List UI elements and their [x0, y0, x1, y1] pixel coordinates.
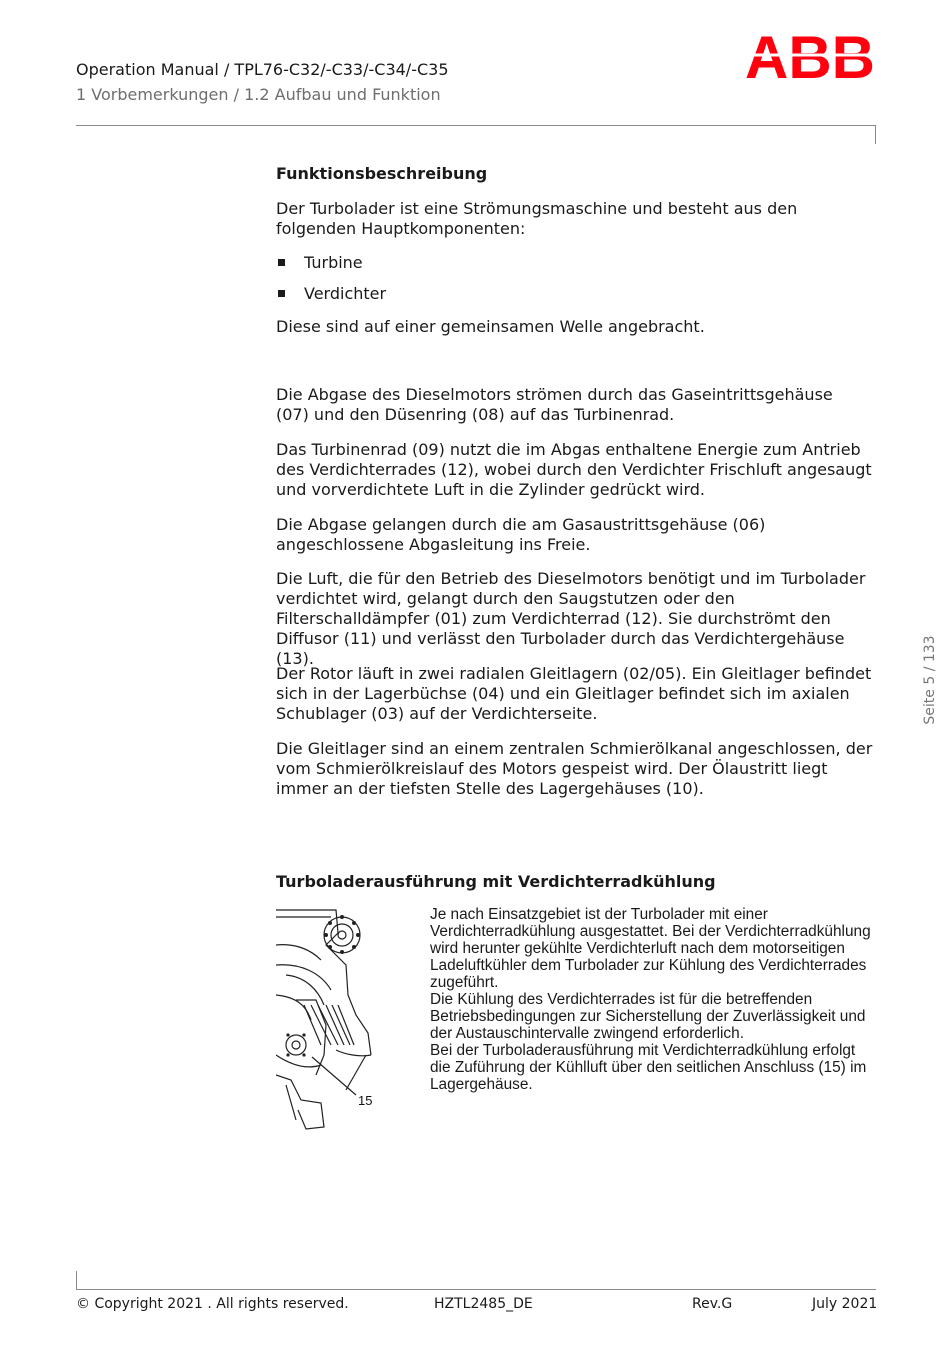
bullet-text: Turbine — [304, 253, 363, 272]
intro-paragraph: Der Turbolader ist eine Strömungsmaschine und besteht aus den folgenden Hauptkomponenten: — [276, 199, 798, 238]
paragraph: Das Turbinenrad (09) nutzt die im Abgas enthaltene Energie zum Antrieb des Verdichterrades (12), wobei durch den Verdichter Frischluft angesaugt und vorverdichtete Luft in die Zylinder gedrückt wird. — [276, 440, 872, 499]
bullet-square-icon — [278, 259, 285, 266]
publication-date: July 2021 — [812, 1296, 878, 1312]
figure-paragraph: Bei der Turboladerausführung mit Verdichterradkühlung erfolgt die Zuführung der Kühlluft über den seitlichen Anschluss (15) im Lagergehäuse. — [430, 1042, 867, 1093]
paragraph: Diese sind auf einer gemeinsamen Welle angebracht. — [276, 317, 705, 336]
section-heading: Funktionsbeschreibung — [276, 164, 488, 183]
header-divider — [76, 125, 876, 126]
abb-logo — [744, 30, 876, 80]
breadcrumb: 1 Vorbemerkungen / 1.2 Aufbau und Funktion — [76, 85, 441, 104]
revision: Rev.G — [692, 1296, 733, 1312]
document-title: Operation Manual / TPL76-C32/-C33/-C34/-C35 — [76, 60, 449, 79]
bullet-square-icon — [278, 290, 285, 297]
document-id: HZTL2485_DE — [434, 1296, 533, 1312]
figure-paragraph: Je nach Einsatzgebiet ist der Turbolader mit einer Verdichterradkühlung ausgestattet. Bei der Verdichterradkühlung wird herunter gekühlte Verdichterluft nach dem motorseitigen Ladeluftkühler dem Turbolader zur Kühlung des Verdichterrades zugeführt. — [430, 906, 871, 991]
turbocharger-drawing — [276, 905, 426, 1135]
page-number: Seite 5 / 133 — [922, 635, 938, 725]
header-divider-tick — [875, 125, 876, 144]
logo-text: ABB — [745, 30, 875, 80]
footer-divider — [76, 1289, 876, 1290]
copyright: © Copyright 2021 . All rights reserved. — [76, 1296, 349, 1312]
paragraph: Die Abgase gelangen durch die am Gasaustrittsgehäuse (06) angeschlossene Abgasleitung ins Freie. — [276, 515, 766, 554]
footer-divider-tick — [76, 1271, 77, 1290]
figure-callout-label: 15 — [358, 1093, 373, 1108]
figure-paragraph: Die Kühlung des Verdichterrades ist für die betreffenden Betriebsbedingungen zur Sicherstellung der Zuverlässigkeit und der Austauschintervalle zwingend erforderlich. — [430, 991, 866, 1042]
paragraph: Der Rotor läuft in zwei radialen Gleitlagern (02/05). Ein Gleitlager befindet sich in der Lagerbüchse (04) und ein Gleitlager befindet sich im axialen Schublager (03) auf der Verdichterseite. — [276, 664, 872, 723]
paragraph: Die Luft, die für den Betrieb des Dieselmotors benötigt und im Turbolader verdichtet wird, gelangt durch den Saugstutzen oder den Filterschalldämpfer (01) zum Verdichterrad (12). Sie durchströmt den Diffusor (11) und verlässt den Turbolader durch das Verdichtergehäuse (13). — [276, 569, 866, 668]
bullet-text: Verdichter — [304, 284, 387, 303]
paragraph: Die Gleitlager sind an einem zentralen Schmierölkanal angeschlossen, der vom Schmierölkreislauf des Motors gespeist wird. Der Ölaustritt liegt immer an der tiefsten Stelle des Lagergehäuses (10). — [276, 739, 873, 798]
section-heading: Turboladerausführung mit Verdichterradkühlung — [276, 872, 716, 891]
paragraph: Die Abgase des Dieselmotors strömen durch das Gaseintrittsgehäuse (07) und den Düsenring (08) auf das Turbinenrad. — [276, 385, 833, 424]
